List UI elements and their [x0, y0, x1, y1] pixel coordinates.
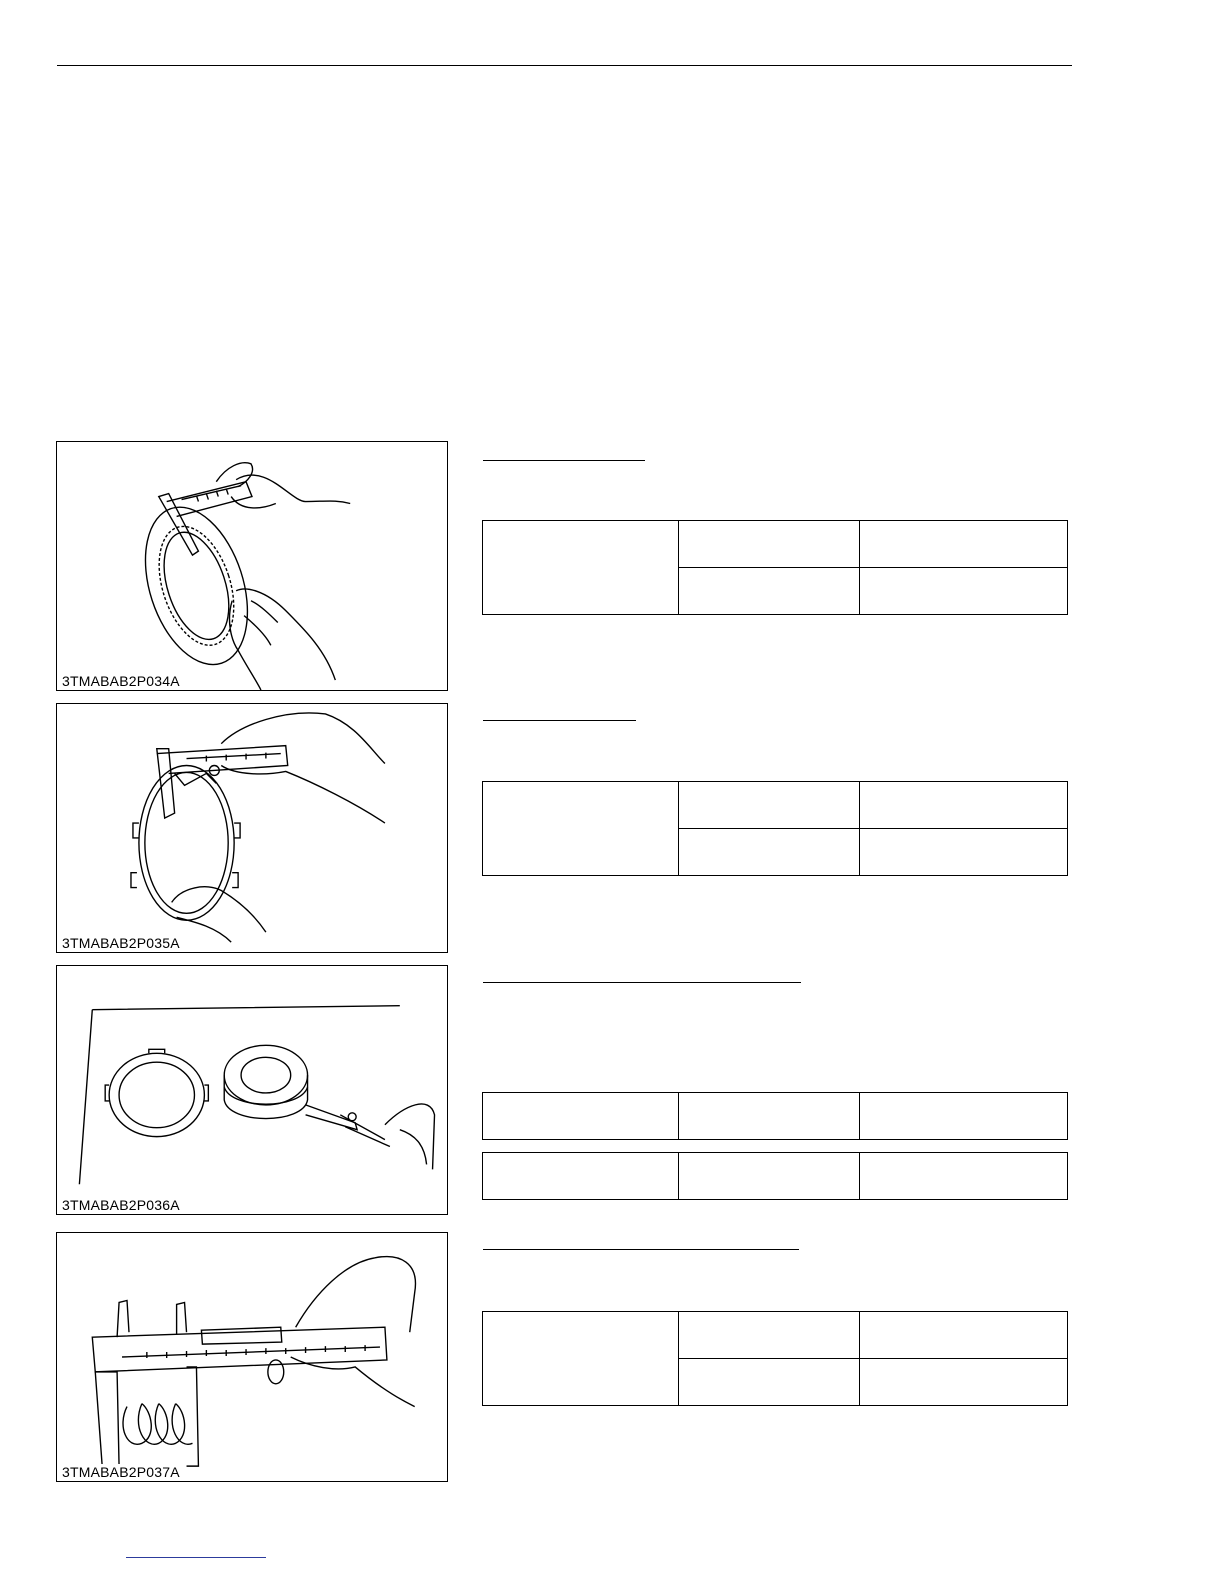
- spec-cell: [679, 1153, 860, 1200]
- footer-link-underline[interactable]: [126, 1557, 266, 1558]
- figure-label: 3TMABAB2P036A: [62, 1197, 180, 1213]
- figure-feeler-gauge-clearance: [56, 965, 448, 1215]
- spec-cell: [679, 1093, 860, 1140]
- spec-cell: [679, 568, 860, 615]
- figure-label: 3TMABAB2P034A: [62, 673, 180, 689]
- figure-caliper-friction-plate: [56, 441, 448, 691]
- feeler-gauge-clearance-drawing: [57, 966, 447, 1214]
- header-rule: [57, 65, 1072, 66]
- section-heading-rule: [483, 1249, 799, 1250]
- spec-table: [482, 1152, 1068, 1200]
- section-heading-rule: [483, 720, 636, 721]
- spec-cell: [860, 782, 1068, 829]
- caliper-spring-drawing: [57, 1233, 447, 1481]
- spec-table: [482, 1311, 1068, 1406]
- figure-caliper-steel-plate: [56, 703, 448, 953]
- spec-cell: [679, 1312, 860, 1359]
- spec-cell: [679, 1359, 860, 1406]
- spec-cell: [860, 521, 1068, 568]
- spec-cell: [860, 1093, 1068, 1140]
- section-heading-rule: [483, 982, 801, 983]
- spec-cell: [483, 782, 679, 876]
- spec-cell: [483, 1093, 679, 1140]
- spec-cell: [860, 1153, 1068, 1200]
- spec-cell: [860, 568, 1068, 615]
- spec-cell: [483, 521, 679, 615]
- spec-table: [482, 781, 1068, 876]
- section-heading-rule: [483, 460, 645, 461]
- figure-label: 3TMABAB2P037A: [62, 1464, 180, 1480]
- spec-cell: [860, 1312, 1068, 1359]
- spec-cell: [860, 829, 1068, 876]
- figure-label: 3TMABAB2P035A: [62, 935, 180, 951]
- caliper-friction-plate-drawing: [57, 442, 447, 690]
- caliper-steel-plate-drawing: [57, 704, 447, 952]
- figure-caliper-spring: [56, 1232, 448, 1482]
- spec-cell: [483, 1312, 679, 1406]
- spec-cell: [483, 1153, 679, 1200]
- spec-cell: [679, 521, 860, 568]
- spec-cell: [679, 782, 860, 829]
- spec-cell: [679, 829, 860, 876]
- spec-cell: [860, 1359, 1068, 1406]
- spec-table: [482, 1092, 1068, 1140]
- spec-table: [482, 520, 1068, 615]
